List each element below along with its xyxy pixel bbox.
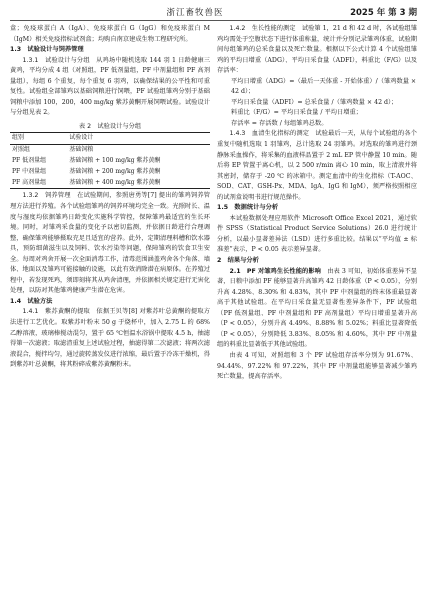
table-header-row bbox=[10, 132, 210, 144]
table-2-caption: 表 2 试验设计与分组 bbox=[78, 122, 142, 130]
section-1-4-1-paragraph bbox=[10, 307, 210, 370]
section-1-3-2-paragraph bbox=[10, 191, 210, 296]
issue-label: 2025 年 第 3 期 bbox=[350, 8, 417, 18]
section-2-1-heading: 2.1 PF 对雏鸡生长性能的影响 bbox=[229, 267, 321, 275]
table-cell-design: 基础饲粮 + 400 mg/kg 紫苏黄酮 bbox=[69, 178, 161, 186]
section-2-1-paragraph bbox=[217, 267, 417, 351]
formula-fg: 料重比（F/G）= 平均日采食量 / 平均日增重； bbox=[231, 109, 362, 117]
section-2-1-paragraph-b: 由表 4 可知，对照组和 3 个 PF 试验组存活率分别为 91.67%、94.44%、97.22% 和 97.22%，其中 PF 中剂量组能够显著减少雏鸡死亡数量，提高存活率。 bbox=[217, 351, 417, 381]
table-row bbox=[10, 167, 210, 178]
section-1-4-2-paragraph bbox=[217, 24, 417, 77]
section-1-3-2-text: 在试验期间，参照唐勇等[7] 提出的雏鸡饲养管理方法进行养殖。各个试验组雏鸡的饲养环境均完全一致。光照时长、温度与湿度均依据雏鸡日龄变化实施科学管控，保障雏鸡最适宜的生长环境。同时，对雏鸡采食量的变化予以密切监测，并依据日龄进行合理调整，确保雏鸡能够摄取充足且适宜的营养。此外，定期清理料槽和饮水器具，预防细菌滋生以及饲料、饮水污染等问题，保障雏鸡的饮食卫生安全。每周对鸡舍开展一次全面消毒工作，清毒范围涵盖鸡舍各个角落、墙体、地面以及雏鸡可能接触的设施，以此有效消除潜在病原体。在养殖过程中，若发现死鸡，须即刻将其从鸡舍清理，并依据相关规定进行无害化处理，以防对其他雏鸡健康产生潜在危害。 bbox=[10, 192, 210, 295]
section-1-4-3-paragraph bbox=[217, 129, 417, 203]
table-cell-group: PF 中剂量组 bbox=[12, 167, 47, 175]
section-1-3-1-text: 从鸡场中随机选取 144 羽 1 日龄健康三黄鸡，平均分成 4 组（对照组，PF 低剂量组，PF 中剂量组和 PF 高剂量组），每组 6 个重复，每个重复 6 羽鸡，以确保结果的公平性和可重复性。试验组全部雏鸡以基础饲粮进行饲喂，PF 试验组雏鸡分别于基础饲粮中添加 100，200，400 mg/kg 紫苏黄酮开展饲喂试验。试验设计与分组见表 2。 bbox=[10, 56, 210, 117]
section-1-3-1-heading: 1.3.1 试验设计与分组 bbox=[22, 56, 90, 64]
section-1-3-heading: 1.3 试验设计与饲养管理 bbox=[10, 46, 84, 54]
section-1-3-2-heading: 1.3.2 饲养管理 bbox=[22, 192, 71, 200]
section-2-heading: 2 结果与分析 bbox=[217, 257, 259, 265]
running-header bbox=[10, 4, 417, 21]
table-row bbox=[10, 144, 210, 155]
table-row bbox=[10, 156, 210, 167]
table-cell-design: 基础饲粮 bbox=[69, 145, 94, 153]
table-cell-group: 对照组 bbox=[12, 145, 31, 153]
left-column bbox=[10, 24, 210, 592]
section-1-4-1-text: 依据王贝等[8] 对紫苏叶总黄酮的提取方法进行工艺优化。取紫苏叶粉末 50 g 于烧杯中，加入 2.75 L 的 68% 乙醇溶液，玻璃棒搅动混匀，置于 65 ℃恒温水浴锅中提取 4.5 h，抽滤得第一次滤液；取滤渣重复上述试验过程，抽滤得第二次滤液；将两次滤液混合，搅拌均匀，通过旋转蒸发仪进行浓缩，最后置于冷冻干燥机，得到紫苏叶总黄酮，将其粉碎成紫苏黄酮粉末。 bbox=[10, 308, 210, 369]
formula-adg: 平均日增重（ADG）=（最后一天体重 - 开始体重）/（雏鸡数量 × 42 d）； bbox=[231, 77, 417, 96]
section-1-5-heading: 1.5 数据统计与分析 bbox=[217, 204, 279, 212]
right-column bbox=[217, 24, 417, 592]
section-1-5-paragraph: 本试验数据处理应用软件 Microsoft Office Excel 2021，通过软件 SPSS（Statistical Product Service Solutions）26.0 进行统计分析，以最小显著差异法（LSD）进行多重比较。结果以“平均值 ± 标准差”表示，P < 0.05 表示差异显著。 bbox=[217, 214, 417, 254]
table-row bbox=[10, 178, 210, 189]
table-2 bbox=[10, 132, 210, 190]
section-1-4-1-heading: 1.4.1 紫苏黄酮的提取 bbox=[22, 308, 90, 316]
section-1-4-2-text: 试验第 1，21 d 和 42 d 时，各试验组雏鸡均需处于空腹状态下进行体重称量，统计并分别记录雏鸡体重，试验期间每组雏鸡的总采食量以及死亡数量。根据以下公式计算 4 个试验组雏鸡的平均日增重（ADG）、平均日采食量（ADFI），料重比（F/G）以及存活率： bbox=[217, 25, 417, 75]
formula-survival: 存活率 = 存活数 / 每组雏鸡总数。 bbox=[231, 119, 328, 127]
formula-adfi: 平均日采食量（ADFI）= 总采食量 /（雏鸡数量 × 42 d）； bbox=[231, 98, 398, 106]
section-1-4-2-heading: 1.4.2 生长性能的测定 bbox=[229, 25, 296, 32]
table-cell-design: 基础饲粮 + 100 mg/kg 紫苏黄酮 bbox=[69, 156, 161, 164]
section-1-3-1-paragraph bbox=[10, 56, 210, 119]
table-header-design: 试验设计 bbox=[67, 132, 210, 144]
intro-paragraph: 盒；免疫球蛋白 A（IgA）、免疫球蛋白 G（IgG）和免疫球蛋白 M（IgM）相关免疫指标试剂盒；均购自南京建成生物工程研究所。 bbox=[10, 25, 210, 43]
table-cell-group: PF 高剂量组 bbox=[12, 178, 47, 186]
section-2-1-text: 由表 3 可知，初始体重差异不显著，日粮中添加 PF 能够显著升高雏鸡 42 日龄体重（P < 0.05），分别升高 4.28%、8.30% 和 4.83%，其中 PF 中剂量组的终末体重最显著高于其他试验组。在平均日采食量无显著性差异条件下，PF 试验组（PF 低剂量组、PF 中剂量组和 PF 高剂量组）平均日增重显著升高（P < 0.05），分别升高 4.49%、8.88% 和 5.02%；料重比显著降低（P < 0.05），分别降低 3.83%、8.05% 和 4.60%，其中 PF 中剂量组的料重比显著低于其他试验组。 bbox=[217, 267, 417, 349]
table-cell-design: 基础饲粮 + 200 mg/kg 紫苏黄酮 bbox=[69, 167, 161, 175]
table-cell-group: PF 低剂量组 bbox=[12, 156, 47, 164]
section-1-4-heading: 1.4 试验方法 bbox=[10, 297, 53, 305]
section-1-4-3-heading: 1.4.3 血清生化指标的测定 bbox=[229, 130, 310, 138]
journal-title: 浙江畜牧兽医 bbox=[166, 8, 224, 18]
table-header-group: 组别 bbox=[10, 132, 67, 144]
section-1-4-3-text: 试验最后一天，从每个试验组的各个重复中随机选取 1 羽雏鸡，总计选取 24 羽雏鸡。对选取的雏鸡进行颈静脉采血操作，将采集的血液样品置于 2 mL EP 管中静置 10 min。随后将 EP 管置于离心机，以 2 500 r/min 离心 10 min，取上清液并将其密封，储存于 -20 ℃ 的冰箱中。测定血清中的生化指标（T-AOC、SOD、CAT、GSH-Px、MDA、IgA、IgG 和 IgM），须严格按照相应的试剂盒说明书进行规范操作。 bbox=[217, 130, 417, 201]
